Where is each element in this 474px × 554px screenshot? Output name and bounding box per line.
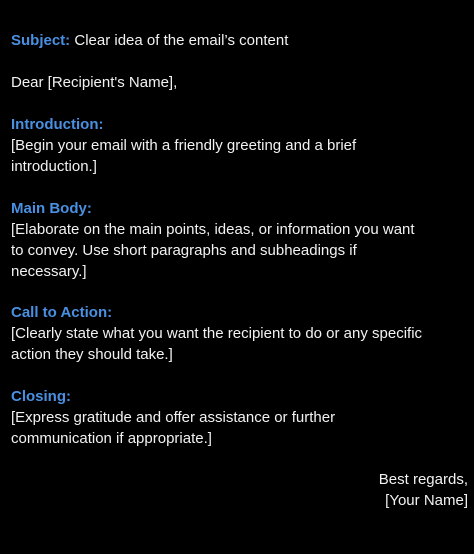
- section-text-line: [Begin your email with a friendly greeting and a brief: [11, 137, 357, 154]
- signoff-regards: Best regards,: [378, 471, 468, 488]
- section-text-line: action they should take.]: [11, 346, 173, 363]
- subject-text: Clear idea of the email’s content: [70, 32, 289, 49]
- subject-label: Subject:: [11, 32, 71, 49]
- signoff-name: [Your Name]: [385, 492, 468, 509]
- section-heading-call-to-action: Call to Action:: [11, 304, 113, 321]
- section-text-line: introduction.]: [11, 158, 97, 175]
- section-text-line: communication if appropriate.]: [11, 430, 212, 447]
- section-text-line: [Elaborate on the main points, ideas, or information you want: [11, 221, 415, 238]
- section-heading-closing: Closing:: [11, 388, 71, 405]
- subject-line: [11, 30, 288, 51]
- greeting-line: Dear [Recipient's Name],: [11, 74, 178, 91]
- section-heading-main-body: Main Body:: [11, 200, 92, 217]
- section-text-line: to convey. Use short paragraphs and subheadings if: [11, 242, 357, 259]
- section-text-line: necessary.]: [11, 263, 87, 280]
- section-text-line: [Clearly state what you want the recipient to do or any specific: [11, 325, 423, 342]
- section-text-line: [Express gratitude and offer assistance or further: [11, 409, 336, 426]
- section-heading-introduction: Introduction:: [11, 116, 104, 133]
